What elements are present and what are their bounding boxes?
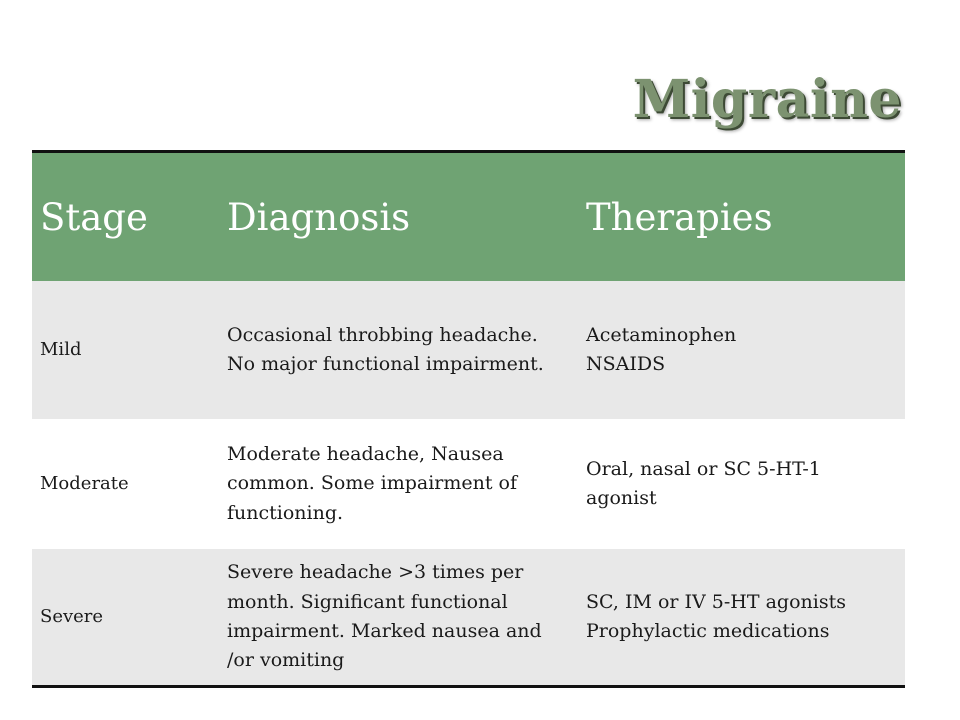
header-diagnosis: Diagnosis bbox=[219, 152, 578, 282]
therapy-line: Prophylactic medications bbox=[586, 620, 830, 642]
therapies-cell bbox=[578, 419, 905, 549]
table-row bbox=[32, 419, 905, 549]
diagnosis-line: Moderate headache, Nausea common. Some impairment of functioning. bbox=[227, 442, 518, 524]
therapy-line: Oral, nasal or SC 5-HT-1 agonist bbox=[586, 457, 821, 509]
stage-cell: Severe bbox=[32, 549, 219, 687]
diagnosis-line: Severe headache >3 times per month. Significant functional impairment. Marked nausea and /or vomiting bbox=[227, 561, 542, 672]
therapies-cell bbox=[578, 281, 905, 419]
therapy-line: SC, IM or IV 5-HT agonists bbox=[586, 590, 846, 613]
table-row bbox=[32, 549, 905, 687]
table-row bbox=[32, 281, 905, 419]
therapies-cell bbox=[578, 549, 905, 687]
header-therapies: Therapies bbox=[578, 152, 905, 282]
therapy-line: NSAIDS bbox=[586, 353, 666, 375]
therapy-line: Acetaminophen bbox=[586, 323, 737, 346]
table-header-row bbox=[32, 152, 905, 282]
diagnosis-line: No major functional impairment. bbox=[227, 353, 544, 375]
migraine-table bbox=[32, 150, 905, 688]
diagnosis-line: Occasional throbbing headache. bbox=[227, 323, 538, 346]
diagnosis-cell bbox=[219, 281, 578, 419]
diagnosis-cell bbox=[219, 419, 578, 549]
stage-cell: Mild bbox=[32, 281, 219, 419]
stage-cell: Moderate bbox=[32, 419, 219, 549]
diagnosis-cell bbox=[219, 549, 578, 687]
header-stage: Stage bbox=[32, 152, 219, 282]
slide-title: Migraine bbox=[632, 69, 902, 130]
